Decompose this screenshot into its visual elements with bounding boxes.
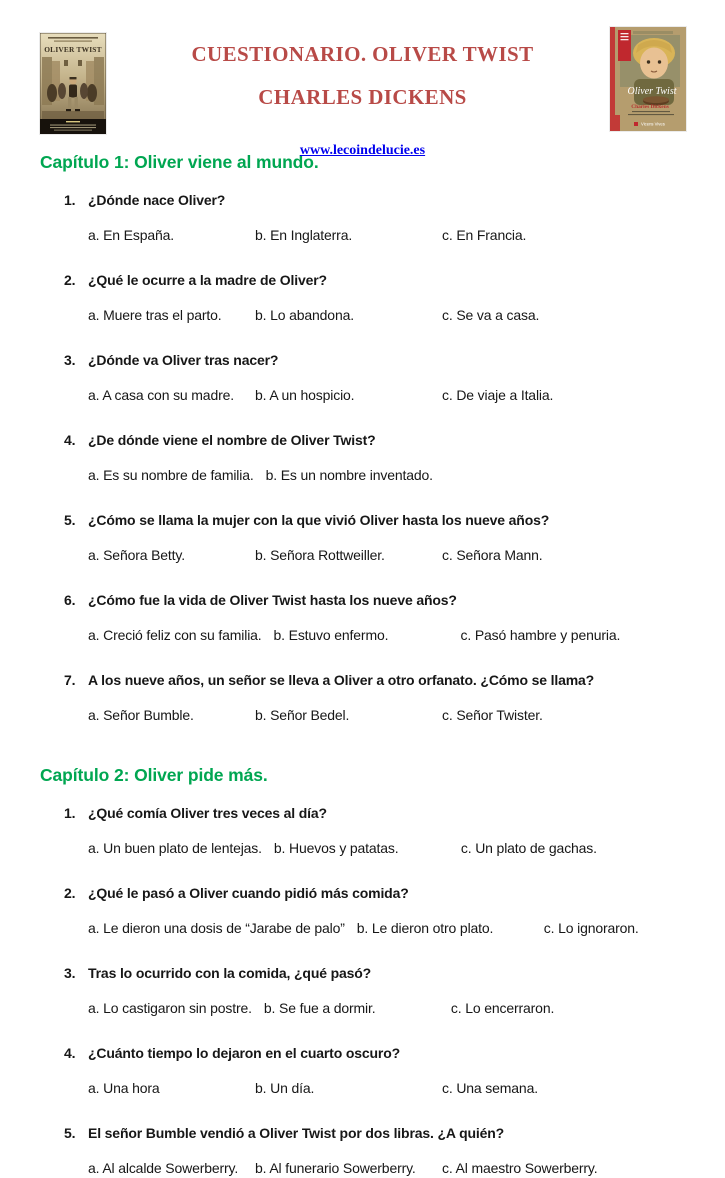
option-c: c. En Francia. (442, 227, 527, 243)
question-number: 5. (64, 512, 76, 528)
ch1-question-6 (40, 590, 685, 610)
ch2-question-3 (40, 963, 685, 983)
question-number: 3. (64, 965, 76, 981)
option-a: a. En España. (88, 227, 175, 243)
option-c: c. Pasó hambre y penuria. (460, 627, 621, 643)
option-a: a. Una hora (88, 1080, 160, 1096)
document-title: CUESTIONARIO. OLIVER TWIST (191, 42, 534, 66)
question-text: ¿De dónde viene el nombre de Oliver Twist? (88, 432, 376, 448)
ch1-question-5 (40, 510, 685, 530)
option-a: a. Un buen plato de lentejas. (88, 840, 262, 856)
option-c: c. Lo encerraron. (450, 1000, 555, 1016)
question-text: ¿Qué le ocurre a la madre de Oliver? (88, 272, 327, 288)
right-cover-author-text: Charles Dickens (631, 104, 669, 110)
option-c: c. Lo ignoraron. (543, 920, 639, 936)
option-a: a. Señor Bumble. (88, 707, 194, 723)
option-a: a. A casa con su madre. (88, 387, 234, 403)
option-b: b. Huevos y patatas. (273, 840, 399, 856)
right-cover-publisher-text: Vicens Vives (641, 121, 665, 127)
option-b: b. Señor Bedel. (255, 707, 350, 723)
ch1-question-4-options (88, 465, 685, 485)
question-text: ¿Cuánto tiempo lo dejaron en el cuarto oscuro? (88, 1045, 401, 1061)
option-a: a. Es su nombre de familia. (88, 467, 254, 483)
ch2-question-5 (40, 1123, 685, 1143)
question-number: 5. (64, 1125, 76, 1141)
ch2-question-1 (40, 803, 685, 823)
question-number: 4. (64, 432, 76, 448)
option-a: a. Lo castigaron sin postre. (88, 1000, 252, 1016)
question-number: 2. (64, 885, 76, 901)
ch1-question-1-options (88, 225, 685, 245)
option-b: b. Se fue a dormir. (263, 1000, 376, 1016)
website-link[interactable]: www.lecoindelucie.es (299, 143, 426, 158)
question-text: ¿Cómo fue la vida de Oliver Twist hasta los nueve años? (88, 592, 457, 608)
ch2-question-2-options (88, 918, 685, 938)
option-c: c. Se va a casa. (442, 307, 540, 323)
question-text: ¿Dónde va Oliver tras nacer? (88, 352, 279, 368)
left-cover-title-text: OLIVER TWIST (44, 45, 102, 54)
ch2-question-5-options (88, 1158, 685, 1178)
question-number: 1. (64, 192, 76, 208)
ch2-question-4 (40, 1043, 685, 1063)
ch1-question-1 (40, 190, 685, 210)
ch1-question-3 (40, 350, 685, 370)
ch1-question-7 (40, 670, 685, 690)
question-number: 3. (64, 352, 76, 368)
option-b: b. En Inglaterra. (255, 227, 353, 243)
left-book-cover-art (40, 33, 106, 134)
ch1-question-3-options (88, 385, 685, 405)
ch1-question-4 (40, 430, 685, 450)
option-c: c. Al maestro Sowerberry. (442, 1160, 598, 1176)
option-a: a. Le dieron una dosis de “Jarabe de palo” (88, 920, 345, 936)
ch2-question-3-options (88, 998, 685, 1018)
question-text: A los nueve años, un señor se lleva a Oliver a otro orfanato. ¿Cómo se llama? (88, 672, 595, 688)
chapter-2-heading: Capítulo 2: Oliver pide más. (40, 765, 268, 785)
document-author-title: CHARLES DICKENS (258, 85, 467, 109)
ch2-question-4-options (88, 1078, 685, 1098)
option-b: b. Un día. (255, 1080, 315, 1096)
question-text: Tras lo ocurrido con la comida, ¿qué pasó? (88, 965, 372, 981)
option-a: a. Señora Betty. (88, 547, 185, 563)
option-b: b. Al funerario Sowerberry. (255, 1160, 416, 1176)
option-c: c. Un plato de gachas. (460, 840, 597, 856)
option-b: b. Es un nombre inventado. (265, 467, 433, 483)
question-number: 6. (64, 592, 76, 608)
question-text: ¿Cómo se llama la mujer con la que vivió Oliver hasta los nueve años? (88, 512, 550, 528)
option-c: c. Señor Twister. (442, 707, 543, 723)
option-b: b. A un hospicio. (255, 387, 355, 403)
option-b: b. Señora Rottweiller. (255, 547, 385, 563)
option-c: c. De viaje a Italia. (442, 387, 554, 403)
question-text: ¿Qué le pasó a Oliver cuando pidió más comida? (88, 885, 409, 901)
ch2-question-2 (40, 883, 685, 903)
option-c: c. Señora Mann. (442, 547, 543, 563)
right-cover-title-text: Oliver Twist (627, 86, 677, 97)
right-book-cover-image (610, 27, 686, 131)
ch1-question-7-options (88, 705, 685, 725)
question-number: 1. (64, 805, 76, 821)
questionnaire-body (0, 152, 725, 1178)
option-b: b. Lo abandona. (255, 307, 354, 323)
option-a: a. Al alcalde Sowerberry. (88, 1160, 239, 1176)
question-number: 2. (64, 272, 76, 288)
question-number: 4. (64, 1045, 76, 1061)
option-a: a. Muere tras el parto. (88, 307, 222, 323)
option-c: c. Una semana. (442, 1080, 538, 1096)
right-book-cover-art (610, 27, 686, 131)
question-text: ¿Dónde nace Oliver? (88, 192, 226, 208)
left-book-cover-image (40, 33, 106, 134)
chapter-1-heading: Capítulo 1: Oliver viene al mundo. (40, 152, 319, 172)
option-b: b. Le dieron otro plato. (356, 920, 494, 936)
document-header (0, 0, 725, 158)
question-text: El señor Bumble vendió a Oliver Twist por dos libras. ¿A quién? (88, 1125, 505, 1141)
ch2-question-1-options (88, 838, 685, 858)
ch1-question-5-options (88, 545, 685, 565)
ch1-question-2 (40, 270, 685, 290)
option-a: a. Creció feliz con su familia. (88, 627, 262, 643)
option-b: b. Estuvo enfermo. (273, 627, 389, 643)
ch1-question-6-options (88, 625, 685, 645)
ch1-question-2-options (88, 305, 685, 325)
question-number: 7. (64, 672, 76, 688)
question-text: ¿Qué comía Oliver tres veces al día? (88, 805, 327, 821)
